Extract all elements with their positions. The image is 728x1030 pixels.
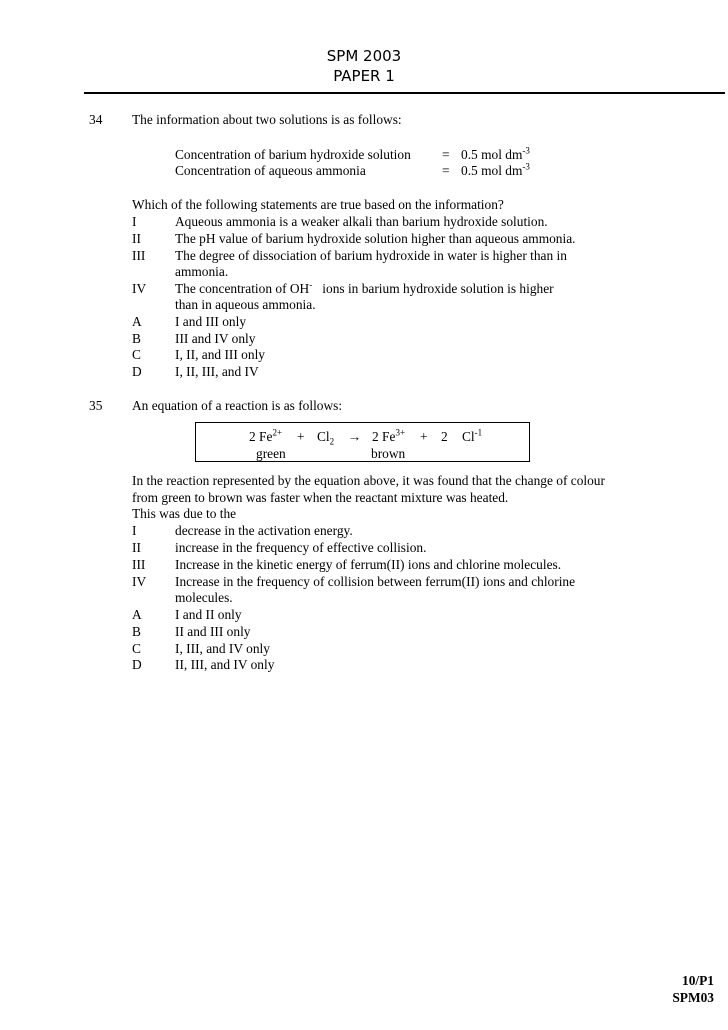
footer-exam-code: SPM03 (672, 990, 714, 1005)
q34-statement-ii-text: The pH value of barium hydroxide solution higher than aqueous ammonia. (175, 231, 576, 246)
equation-label-brown: brown (371, 446, 406, 461)
question-35-paragraph-line1: In the reaction represented by the equation above, it was found that the change of colour (132, 473, 605, 488)
equation-term-fe2: 2 $Fe^{2+}$ (249, 427, 283, 444)
question-35-number: 35 (89, 398, 103, 413)
equation-arrow: → (348, 429, 362, 444)
q35-statement-ii-roman: II (132, 540, 141, 555)
equation-term-cl2: $Cl_2$ (317, 429, 335, 447)
q35-option-a-letter: A (132, 607, 142, 622)
question-35-paragraph-line2: from green to brown was faster when the reactant mixture was heated. (132, 490, 509, 505)
q35-option-c-text: I, III, and IV only (175, 641, 270, 656)
q34-statement-iv-text-line2: than in aqueous ammonia. (175, 297, 316, 312)
q35-statement-i-roman: I (132, 523, 137, 538)
equation-term-fe3: 2 $Fe^{3+}$ (372, 427, 406, 444)
q35-option-b-text: II and III only (175, 624, 251, 639)
q35-statement-iv-text-line1: Increase in the frequency of collision between ferrum(II) ions and chlorine (175, 574, 576, 589)
question-35-stem: An equation of a reaction is as follows: (132, 398, 343, 413)
q35-statement-iv-roman: IV (132, 574, 147, 589)
q35-statement-i-text: decrease in the activation energy. (175, 523, 353, 538)
q34-statement-i-text: Aqueous ammonia is a weaker alkali than barium hydroxide solution. (175, 214, 548, 229)
equation-plus-2: + (420, 429, 428, 444)
q35-option-d-letter: D (132, 657, 142, 672)
q35-statement-iii-text: Increase in the kinetic energy of ferrum(II) ions and chlorine molecules. (175, 557, 562, 572)
q34-option-b-text: III and IV only (175, 331, 256, 346)
info-row-2-label: Concentration of aqueous ammonia (175, 163, 366, 178)
q34-option-d-text: I, II, III, and IV (175, 364, 259, 379)
equation-term-cl-ion: $Cl^{-1}$ (462, 427, 483, 444)
equation-label-green: green (256, 446, 286, 461)
q34-statement-iii-text-line2: ammonia. (175, 264, 229, 279)
q34-option-a-text: I and III only (175, 314, 247, 329)
q34-statement-iii-text-line1: The degree of dissociation of barium hydroxide in water is higher than in (175, 248, 567, 263)
q35-option-c-letter: C (132, 641, 141, 656)
info-row-2-value: 0.5 mol $dm^{-3}$ (461, 161, 530, 178)
page-header-subtitle: PAPER 1 (333, 67, 395, 85)
q35-option-d-text: II, III, and IV only (175, 657, 275, 672)
question-34-number: 34 (89, 112, 103, 127)
q34-option-b-letter: B (132, 331, 141, 346)
info-row-1-label: Concentration of barium hydroxide solution (175, 147, 411, 162)
page-header-title: SPM 2003 (326, 47, 402, 65)
q35-option-b-letter: B (132, 624, 141, 639)
q35-statement-ii-text: increase in the frequency of effective collision. (175, 540, 427, 555)
q34-statement-iv-text-line1: The concentration of OH- ions in barium hydroxide solution is higher (175, 279, 554, 296)
info-row-1-value: 0.5 mol $dm^{-3}$ (461, 145, 530, 162)
q35-statement-iv-text-line2: molecules. (175, 590, 233, 605)
q35-statement-iii-roman: III (132, 557, 146, 572)
q35-option-a-text: I and II only (175, 607, 242, 622)
equation-plus-1: + (297, 429, 305, 444)
equation-box (195, 422, 530, 462)
footer-paper-code: 10/P1 (682, 973, 714, 988)
question-35-paragraph-line3: This was due to the (132, 506, 237, 521)
q34-statement-iv-roman: IV (132, 281, 147, 296)
info-row-2-equals: = (442, 163, 450, 178)
question-34-stem: The information about two solutions is as follows: (132, 112, 402, 127)
equation-coefficient-2: 2 (441, 429, 448, 444)
header-rule (84, 92, 725, 94)
q34-statement-i-roman: I (132, 214, 137, 229)
info-row-1-equals: = (442, 147, 450, 162)
q34-statement-iii-roman: III (132, 248, 146, 263)
q34-option-d-letter: D (132, 364, 142, 379)
question-34-prompt: Which of the following statements are true based on the information? (132, 197, 504, 212)
q34-option-c-letter: C (132, 347, 141, 362)
q34-option-a-letter: A (132, 314, 142, 329)
q34-statement-ii-roman: II (132, 231, 141, 246)
q34-option-c-text: I, II, and III only (175, 347, 265, 362)
